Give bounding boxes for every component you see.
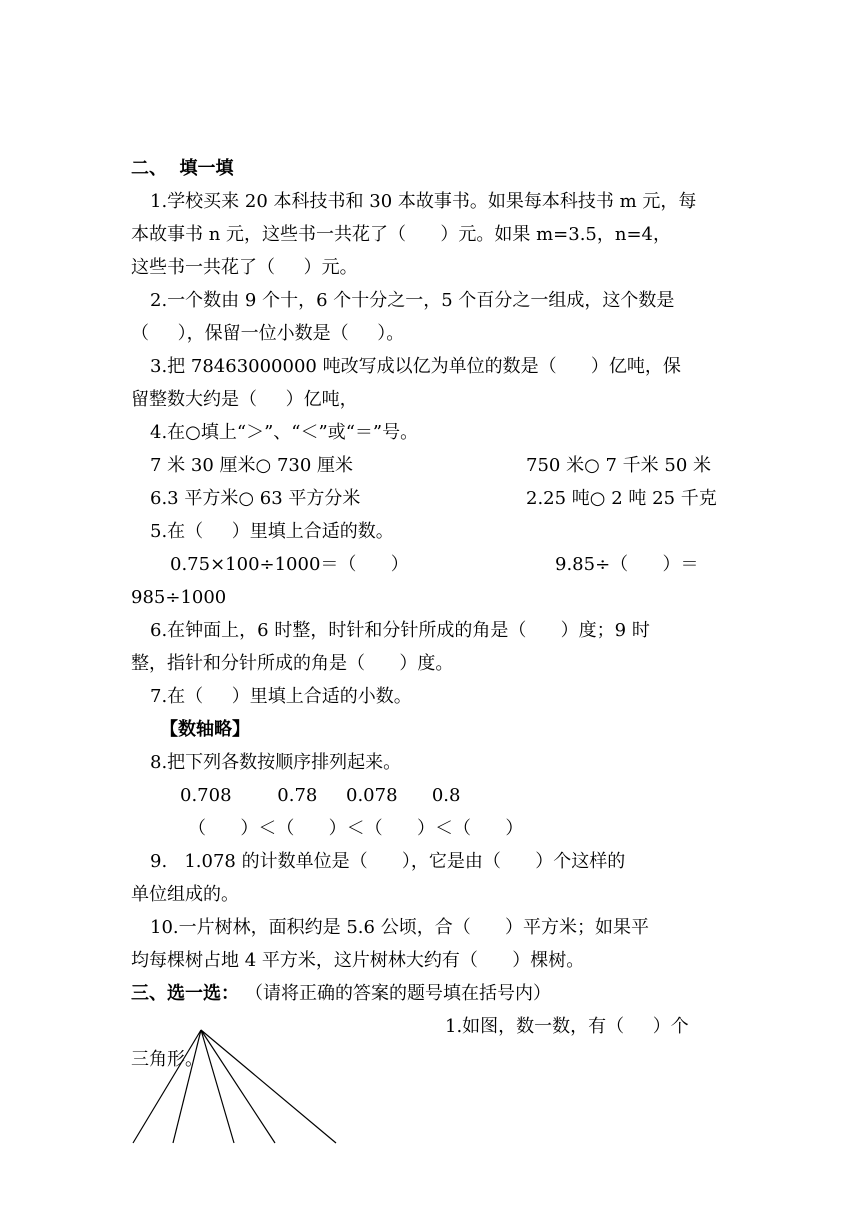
q5-expr-2: 9.85÷（ ）＝ — [555, 554, 699, 575]
q2-line-2: （ ），保留一位小数是（ ）。 — [131, 323, 405, 344]
q4-line-1: 4.在○填上“＞”、“＜”或“＝”号。 — [150, 422, 419, 443]
q4-compare-3: 6.3 平方米○ 63 平方分米 — [150, 488, 361, 509]
section-2-heading: 二、 填一填 — [131, 158, 234, 179]
q5-expr-1: 0.75×100÷1000＝（ ） — [170, 554, 409, 575]
q8-order-blanks: （ ）＜（ ）＜（ ）＜（ ） — [188, 818, 524, 839]
q1-line-1: 1.学校买来 20 本科技书和 30 本故事书。如果每本科技书 m 元，每 — [150, 191, 697, 212]
q5-expr-2-cont: 985÷1000 — [131, 587, 227, 608]
q1-line-2: 本故事书 n 元，这些书一共花了（ ）元。如果 m=3.5，n=4， — [131, 224, 671, 245]
q6-line-2: 整，指针和分针所成的角是（ ）度。 — [131, 653, 454, 674]
q3-line-1: 3.把 78463000000 吨改写成以亿为单位的数是（ ）亿吨，保 — [150, 356, 681, 377]
q9-line-1: 9. 1.078 的计数单位是（ ），它是由（ ）个这样的 — [150, 851, 626, 872]
fan-ray-1 — [133, 1030, 201, 1143]
q4-compare-2: 750 米○ 7 千米 50 米 — [526, 455, 712, 476]
q4-compare-1: 7 米 30 厘米○ 730 厘米 — [150, 455, 354, 476]
q1-line-3: 这些书一共花了（ ）元。 — [131, 257, 358, 278]
number-line-omitted: 【数轴略】 — [160, 719, 250, 740]
s3-q1-line-1: 1.如图，数一数，有（ ）个 — [445, 1016, 689, 1037]
q5-line-1: 5.在（ ）里填上合适的数。 — [150, 521, 394, 542]
s3-q1-line-2: 三角形。 — [131, 1049, 203, 1070]
q9-line-2: 单位组成的。 — [131, 884, 239, 905]
section-3-heading: 三、选一选： — [131, 983, 239, 1004]
q10-line-1: 10.一片树林，面积约是 5.6 公顷，合（ ）平方米；如果平 — [150, 917, 650, 938]
q2-line-1: 2.一个数由 9 个十，6 个十分之一，5 个百分之一组成，这个数是 — [150, 290, 675, 311]
fan-ray-4 — [201, 1030, 275, 1143]
fan-ray-2 — [173, 1030, 201, 1143]
fan-ray-5 — [201, 1030, 336, 1143]
q6-line-1: 6.在钟面上，6 时整，时针和分针所成的角是（ ）度；9 时 — [150, 620, 650, 641]
fan-ray-3 — [201, 1030, 234, 1143]
q4-compare-4: 2.25 吨○ 2 吨 25 千克 — [526, 488, 717, 509]
q8-line-1: 8.把下列各数按顺序排列起来。 — [150, 752, 402, 773]
q3-line-2: 留整数大约是（ ）亿吨， — [131, 389, 358, 410]
section-3-note: （请将正确的答案的题号填在括号内） — [245, 983, 551, 1004]
q10-line-2: 均每棵树占地 4 平方米，这片树林大约有（ ）棵树。 — [131, 950, 585, 971]
q8-numbers: 0.708 0.78 0.078 0.8 — [180, 785, 461, 806]
q7-line-1: 7.在（ ）里填上合适的小数。 — [150, 686, 412, 707]
